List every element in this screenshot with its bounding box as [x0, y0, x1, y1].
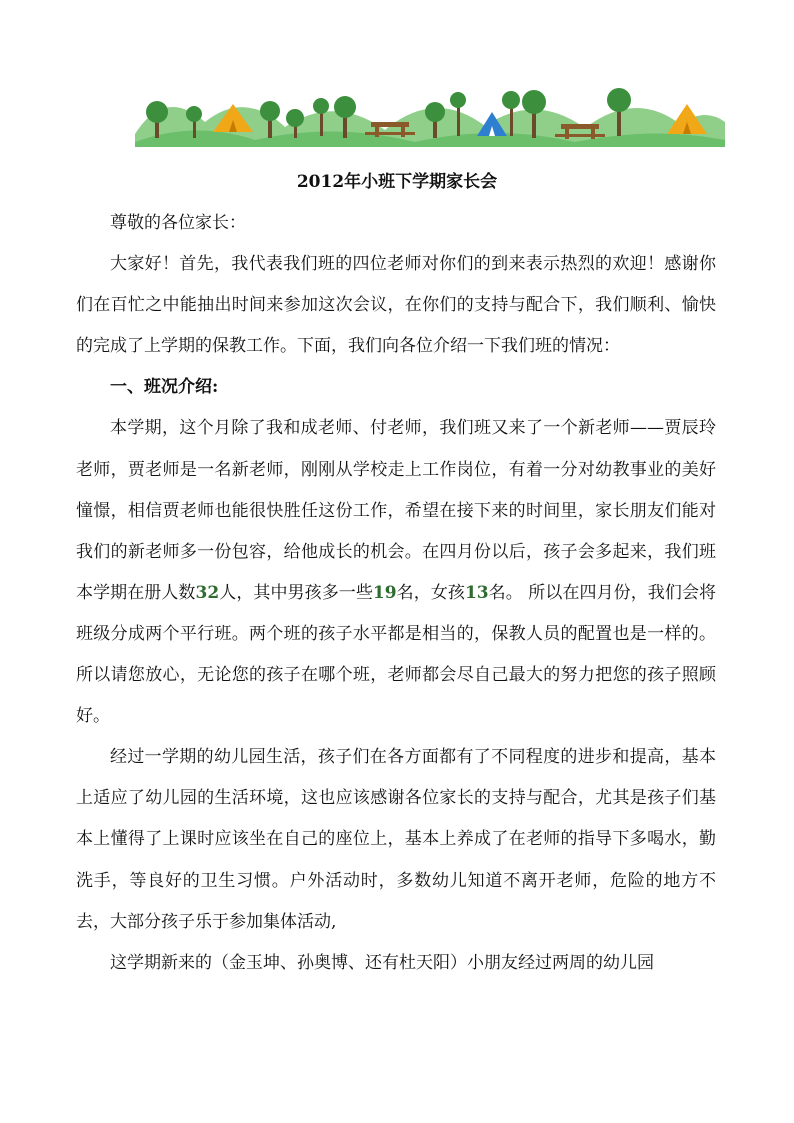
- boys-count: 19: [372, 582, 397, 603]
- paragraph-progress: 经过一学期的幼儿园生活，孩子们在各方面都有了不同程度的进步和提高，基本上适应了幼儿园的生活环境，这也应该感谢各位家长的支持与配合，尤其是孩子们基本上懂得了上课时应该坐在自己的座位上，基本上养成了在老师的指导下多喝水，勤洗手，等良好的卫生习惯。户外活动时，多数幼儿知道不离开老师，危险的地方不去，大部分孩子乐于参加集体活动,: [76, 747, 716, 932]
- forest-camp-banner-icon: [135, 82, 725, 147]
- section-heading-class-intro: 一、班况介绍:: [110, 377, 219, 398]
- class-intro-text-d: 名。 所以在四月份，我们会将班级分成两个平行班。两个班的孩子水平都是相当的，保教人员的配置也是一样的。所以请您放心，无论您的孩子在哪个班，老师都会尽自己最大的努力把您的孩子照顾好。: [76, 582, 717, 727]
- girls-count: 13: [464, 582, 489, 603]
- class-intro-text-b: 人，其中男孩多一些: [219, 582, 373, 603]
- class-intro-text-c: 名，女孩: [396, 582, 465, 603]
- page-title: 2012年小班下学期家长会: [296, 172, 498, 192]
- class-intro-text-a: 本学期，这个月除了我和成老师、付老师，我们班又来了一个新老师——贾辰玲老师，贾老师是一名新老师，刚刚从学校走上工作岗位，有着一分对幼教事业的美好憧憬，相信贾老师也能很快胜任这份工作，希望在接下来的时间里，家长朋友们能对我们的新老师多一份包容，给他成长的机会。在四月份以后，孩子会多起来，我们班本学期在册人数: [76, 418, 716, 603]
- greeting: 尊敬的各位家长：: [110, 213, 246, 233]
- paragraph-new-children: 这学期新来的（金玉坤、孙奥博、还有杜天阳）小朋友经过两周的幼儿园: [110, 952, 654, 973]
- total-count: 32: [195, 582, 220, 603]
- letter-body: [76, 203, 716, 984]
- paragraph-welcome: 大家好！首先，我代表我们班的四位老师对你们的到来表示热烈的欢迎！感谢你们在百忙之中能抽出时间来参加这次会议，在你们的支持与配合下，我们顺利、愉快的完成了上学期的保教工作。下面，我们向各位介绍一下我们班的情况：: [76, 254, 716, 357]
- paragraph-class-intro: [76, 408, 716, 737]
